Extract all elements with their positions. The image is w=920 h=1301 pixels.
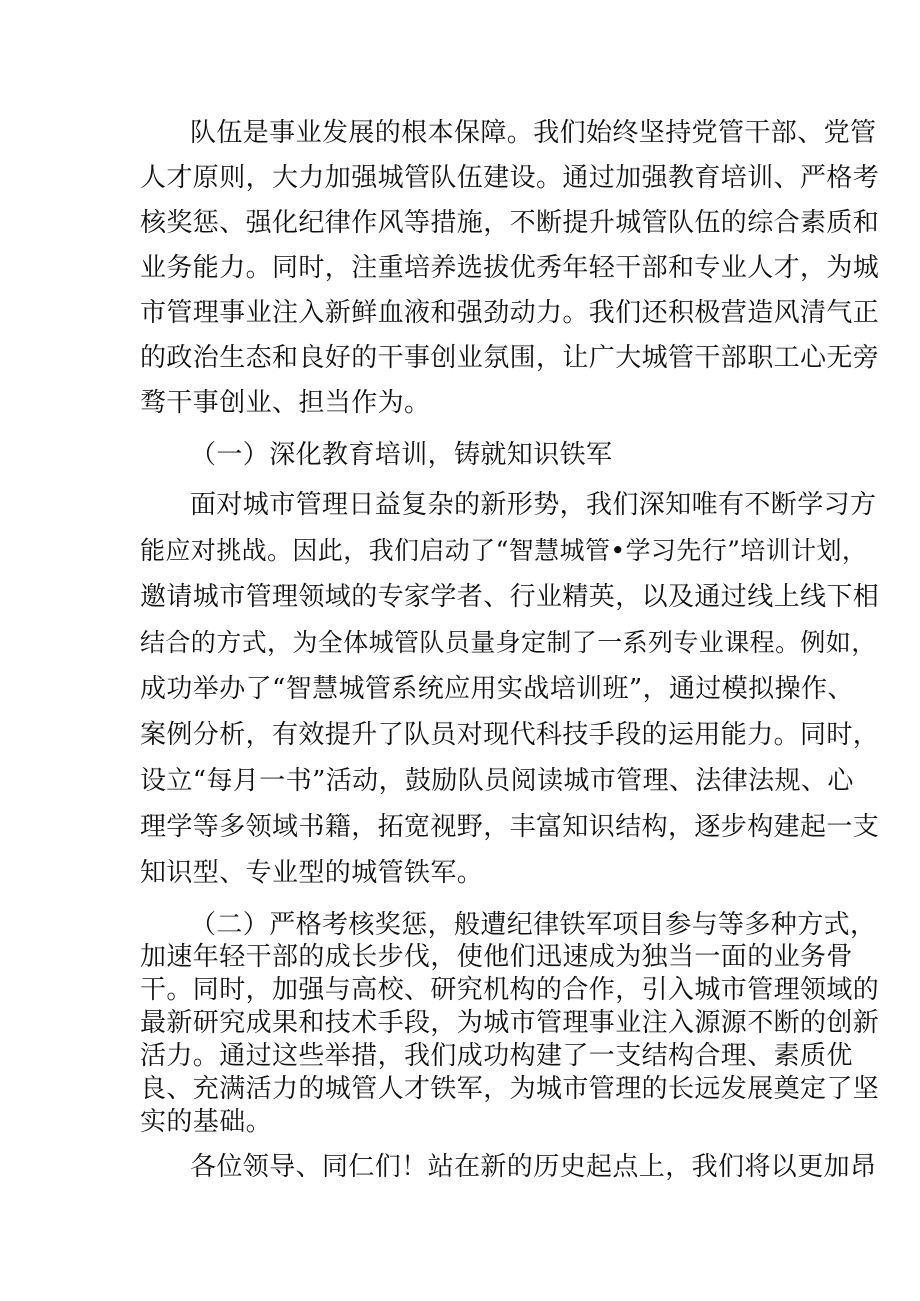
paragraph-2-line-7: 设立“每月一书”活动，鼓励队员阅读城市管理、法律法规、心 (140, 766, 854, 796)
paragraph-2-line-5: 成功举办了“智慧城管系统应用实战培训班”，通过模拟操作、 (140, 674, 854, 704)
paragraph-1-line-4: 业务能力。同时，注重培养选拔优秀年轻干部和专业人才，为城 (140, 253, 880, 283)
paragraph-1-line-2: 人才原则，大力加强城管队伍建设。通过加强教育培训、严格考 (140, 163, 880, 193)
paragraph-3-line-1: （二）严格考核奖惩，般遭纪律铁军项目参与等多种方式， (190, 910, 877, 940)
paragraph-1-line-3: 核奖惩、强化纪律作风等措施，不断提升城管队伍的综合素质和 (140, 208, 880, 238)
paragraph-3-line-6: 良、充满活力的城管人才铁军，为城市管理的长远发展奠定了坚 (140, 1074, 880, 1104)
paragraph-3-line-3: 干。同时，加强与高校、研究机构的合作，引入城市管理领域的 (140, 975, 880, 1005)
paragraph-2-line-8: 理学等多领域书籍，拓宽视野，丰富知识结构，逐步构建起一支 (140, 812, 880, 842)
paragraph-2-line-2: 能应对挑战。因此，我们启动了“智慧城管•学习先行”培训计划， (140, 536, 868, 565)
paragraph-2-line-6: 案例分析，有效提升了队员对现代科技手段的运用能力。同时， (140, 720, 880, 750)
paragraph-3-line-4: 最新研究成果和技术手段，为城市管理事业注入源源不断的创新 (140, 1008, 880, 1038)
paragraph-3-line-7: 实的基础。 (140, 1107, 273, 1137)
paragraph-3-line-5: 活力。通过这些举措，我们成功构建了一支结构合理、素质优 (140, 1041, 853, 1071)
paragraph-4-line-1: 各位领导、同仁们！站在新的历史起点上，我们将以更加昂 (190, 1152, 877, 1182)
paragraph-1-line-5: 市管理事业注入新鲜血液和强劲动力。我们还积极营造风清气正 (140, 298, 880, 328)
section-heading-1: （一）深化教育培训，铸就知识铁军 (190, 440, 613, 470)
paragraph-2-line-4: 结合的方式，为全体城管队员量身定制了一系列专业课程。例如， (140, 628, 877, 657)
paragraph-2-line-9: 知识型、专业型的城管铁军。 (140, 858, 484, 888)
paragraph-1-line-1: 队伍是事业发展的根本保障。我们始终坚持党管干部、党管 (190, 118, 877, 148)
paragraph-2-line-3: 邀请城市管理领域的专家学者、行业精英，以及通过线上线下相 (140, 582, 880, 612)
paragraph-1-line-6: 的政治生态和良好的干事创业氛围，让广大城管干部职工心无旁 (140, 343, 880, 373)
paragraph-2-line-1: 面对城市管理日益复杂的新形势，我们深知唯有不断学习方 (190, 490, 877, 520)
paragraph-1-line-7: 骛干事创业、担当作为。 (140, 388, 431, 418)
paragraph-3-line-2: 加速年轻干部的成长步伐，使他们迅速成为独当一面的业务骨 (140, 942, 853, 972)
